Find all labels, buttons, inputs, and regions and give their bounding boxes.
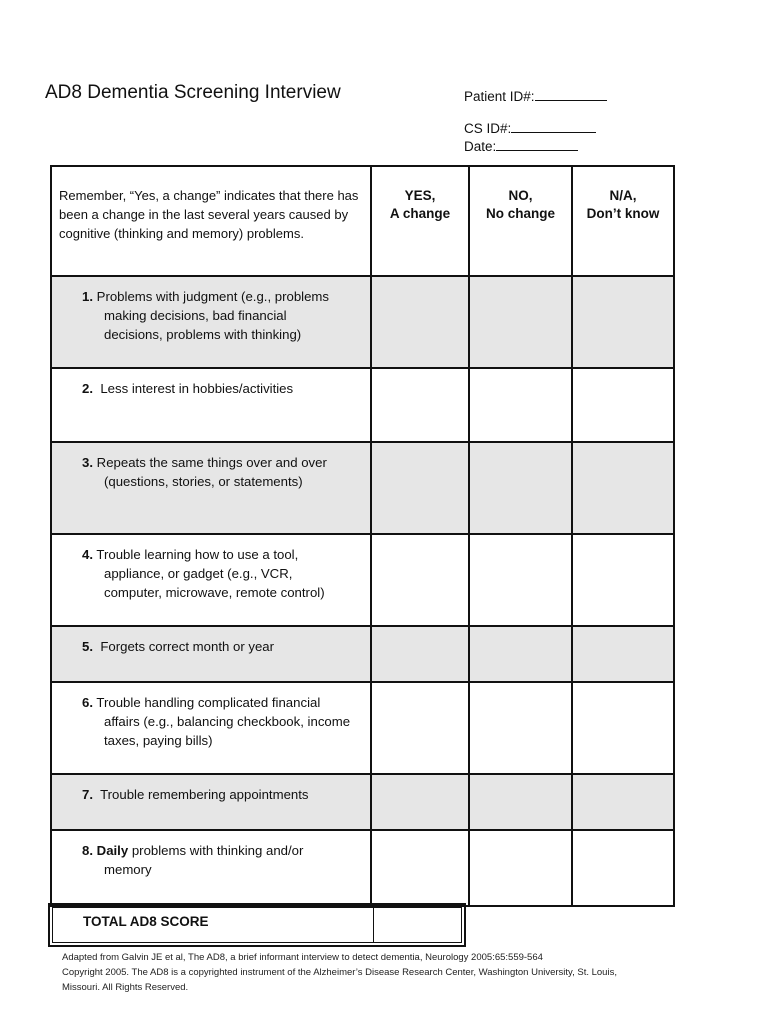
- question-number: 6.: [82, 695, 93, 710]
- question-first-line: Problems with judgment (e.g., problems: [93, 289, 330, 304]
- page-title: AD8 Dementia Screening Interview: [45, 82, 341, 103]
- patient-id-blank[interactable]: [535, 87, 607, 101]
- question-continuation: making decisions, bad financial: [104, 308, 287, 323]
- answer-cell-no[interactable]: [469, 682, 572, 774]
- question-first-line: Forgets correct month or year: [93, 639, 275, 654]
- answer-cell-na[interactable]: [572, 682, 674, 774]
- answer-cell-no[interactable]: [469, 774, 572, 830]
- col-na-header: [572, 166, 674, 276]
- col-yes-header: [371, 166, 469, 276]
- question-continuation: affairs (e.g., balancing checkbook, income: [104, 714, 351, 729]
- answer-cell-na[interactable]: [572, 534, 674, 626]
- answer-cell-na[interactable]: [572, 830, 674, 906]
- question-continuation: decisions, problems with thinking): [104, 327, 302, 342]
- question-row: [51, 368, 674, 442]
- patient-id-label: Patient ID#:: [464, 89, 535, 104]
- answer-cell-na[interactable]: [572, 774, 674, 830]
- question-first-line: Trouble remembering appointments: [93, 787, 309, 802]
- question-number: 1.: [82, 289, 93, 304]
- answer-cell-yes[interactable]: [371, 682, 469, 774]
- question-first-line: Trouble handling complicated financial: [93, 695, 321, 710]
- question-number: 2.: [82, 381, 93, 396]
- cs-id-label: CS ID#:: [464, 121, 512, 136]
- question-continuation: appliance, or gadget (e.g., VCR,: [104, 566, 293, 581]
- question-number: 3.: [82, 455, 93, 470]
- ad8-table: [50, 165, 675, 907]
- question-row: [51, 682, 674, 774]
- question-continuation: memory: [104, 862, 152, 877]
- question-text: [51, 830, 371, 906]
- question-first-line: Less interest in hobbies/activities: [93, 381, 294, 396]
- question-continuation: (questions, stories, or statements): [104, 474, 303, 489]
- question-number: 4.: [82, 547, 93, 562]
- question-number: 8.: [82, 843, 93, 858]
- cs-id-blank[interactable]: [511, 119, 596, 133]
- answer-cell-yes[interactable]: [371, 534, 469, 626]
- question-continuation: computer, microwave, remote control): [104, 585, 325, 600]
- answer-cell-na[interactable]: [572, 442, 674, 534]
- answer-cell-na[interactable]: [572, 368, 674, 442]
- cs-id-field[interactable]: [464, 119, 596, 136]
- answer-cell-yes[interactable]: [371, 368, 469, 442]
- question-row: [51, 626, 674, 682]
- col-yes-line1: YES,: [404, 188, 436, 203]
- date-field[interactable]: [464, 137, 578, 154]
- col-no-line2: No change: [485, 206, 555, 221]
- question-emphasis: Daily: [93, 843, 129, 858]
- question-continuation: taxes, paying bills): [104, 733, 213, 748]
- question-first-line: problems with thinking and/or: [128, 843, 304, 858]
- answer-cell-na[interactable]: [572, 276, 674, 368]
- question-text: [51, 368, 371, 442]
- answer-cell-yes[interactable]: [371, 276, 469, 368]
- col-no-header: [469, 166, 572, 276]
- question-row: [51, 534, 674, 626]
- date-blank[interactable]: [496, 137, 578, 151]
- question-number: 5.: [82, 639, 93, 654]
- patient-id-field[interactable]: [464, 87, 607, 104]
- question-text: [51, 442, 371, 534]
- answer-cell-na[interactable]: [572, 626, 674, 682]
- footer-line1: Adapted from Galvin JE et al, The AD8, a brief informant interview to detect dementia, Neurology 2005:65:559-564: [62, 952, 543, 963]
- answer-cell-no[interactable]: [469, 442, 572, 534]
- question-text: [51, 276, 371, 368]
- question-first-line: Repeats the same things over and over: [93, 455, 327, 470]
- question-text: [51, 682, 371, 774]
- date-label: Date:: [464, 139, 497, 154]
- answer-cell-yes[interactable]: [371, 774, 469, 830]
- question-row: [51, 276, 674, 368]
- col-na-line2: Don’t know: [586, 206, 660, 221]
- answer-cell-yes[interactable]: [371, 830, 469, 906]
- footer-line3: Missouri. All Rights Reserved.: [62, 982, 189, 993]
- question-row: [51, 774, 674, 830]
- footer-line2: Copyright 2005. The AD8 is a copyrighted instrument of the Alzheimer’s Disease Research Center, Washington University, St. Louis,: [62, 967, 617, 978]
- total-score-label: TOTAL AD8 SCORE: [83, 914, 209, 929]
- question-text: [51, 774, 371, 830]
- answer-cell-no[interactable]: [469, 276, 572, 368]
- answer-cell-no[interactable]: [469, 626, 572, 682]
- question-number: 7.: [82, 787, 93, 802]
- question-row: [51, 830, 674, 906]
- answer-cell-no[interactable]: [469, 830, 572, 906]
- answer-cell-no[interactable]: [469, 534, 572, 626]
- col-na-line1: N/A,: [609, 188, 637, 203]
- total-score-box: [48, 903, 466, 947]
- question-text: [51, 534, 371, 626]
- question-row: [51, 442, 674, 534]
- question-text: [51, 626, 371, 682]
- footer-citation: [62, 950, 617, 995]
- intro-cell: Remember, “Yes, a change” indicates that there has been a change in the last several years caused by cognitive (thinking and memory) problems.: [51, 166, 371, 276]
- header-row: [51, 166, 674, 276]
- col-no-line1: NO,: [508, 188, 533, 203]
- answer-cell-no[interactable]: [469, 368, 572, 442]
- col-yes-line2: A change: [389, 206, 451, 221]
- answer-cell-yes[interactable]: [371, 442, 469, 534]
- answer-cell-yes[interactable]: [371, 626, 469, 682]
- question-first-line: Trouble learning how to use a tool,: [93, 547, 299, 562]
